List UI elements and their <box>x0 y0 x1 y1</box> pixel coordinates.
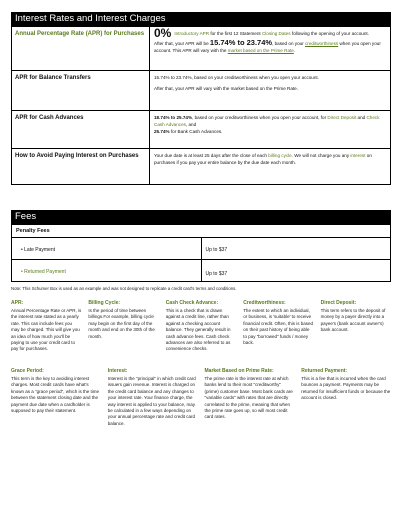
returned-payment-value: Up to $37 <box>205 271 228 277</box>
after-text-6: . <box>293 48 296 53</box>
glossary-item-apr <box>11 300 81 353</box>
closing-dates-term[interactable]: Closing Dates <box>261 31 291 36</box>
bt-line1: 15.74% to 23.74%, based on your creditworthiness when you open your account. <box>154 75 319 80</box>
glossary-item-interest <box>108 368 198 427</box>
glossary-term: Direct Deposit: <box>320 300 357 306</box>
late-payment-label: • Late Payment <box>21 247 55 253</box>
ca-text2: and <box>356 115 367 120</box>
ca-text3: , and <box>185 122 197 127</box>
glossary-term: Returned Payment: <box>301 368 348 374</box>
glossary-definition: Annual Percentage Rate or APR, is the interest rate stated as a yearly rate. This can include fees you may be charged. This will give you an idea of how much you'll be paying to use your credit card to pay for purchases. <box>11 308 82 352</box>
glossary-item-creditworthiness <box>243 300 313 353</box>
apr-purchases-value <box>150 27 391 71</box>
rates-section-title: Interest Rates and Interest Charges <box>11 12 391 26</box>
apr-balance-transfers-label: APR for Balance Transfers <box>12 71 150 111</box>
table-row <box>12 260 391 282</box>
glossary-term: Interest: <box>107 368 128 374</box>
glossary-term: Billing Cycle: <box>88 300 121 306</box>
apr-balance-transfers-value <box>150 71 391 111</box>
glossary-term: Market Based on Prime Rate: <box>204 368 274 374</box>
after-text-2: , based on your <box>272 41 305 46</box>
glossary-term: Grace Period: <box>11 368 44 374</box>
glossary-definition: This term refers to the deposit of money by a payer directly into a payee's (bank account owner's) bank account. <box>320 308 386 333</box>
ai-text2: . We will not charge you any <box>291 153 351 158</box>
rates-table <box>11 26 391 185</box>
glossary-term: Cash Check Advance: <box>165 300 219 306</box>
avoid-interest-value <box>150 149 391 185</box>
avoid-interest-label: How to Avoid Paying Interest on Purchases <box>12 149 150 185</box>
table-row <box>12 225 391 238</box>
prime-rate-link[interactable]: market based on the Prime Rate <box>227 48 294 53</box>
after-text-4: when you open your account. This APR will vary with the <box>154 41 381 53</box>
late-payment-value-cell <box>201 238 391 260</box>
glossary-definition: This is a fee that is incurred when the card bounces a payment. Payments may be returned for insufficient funds or because the account is closed. <box>301 376 391 401</box>
late-payment-value: Up to $37 <box>205 247 228 253</box>
glossary-item-grace-period <box>11 368 101 427</box>
glossary-row-2 <box>11 368 391 427</box>
intro-apr-term[interactable]: Introductory APR <box>174 31 210 36</box>
glossary-definition: This term is the key to avoiding interest charges. Most credit cards have what's known as a "grace period", which is the time between the statement closing date and the payment due date when a cardholder is supposed to pay their statement. <box>11 376 99 414</box>
intro-rate: 0% <box>154 26 172 40</box>
returned-payment-label[interactable]: • Returned Payment <box>21 269 66 275</box>
intro-text: for the first 12 Statement <box>209 31 262 36</box>
check-cash-advances-term[interactable]: Check Cash Advances <box>154 115 380 127</box>
glossary-definition: The extent to which an individual, or business, is 'suitable' to receive financial credit. Often, this is based on their past history of being able to pay "borrowed" funds / money back. <box>243 308 313 346</box>
glossary-term: Creditworthiness: <box>243 300 286 306</box>
apr-cash-advances-value <box>150 111 391 149</box>
fees-section-title: Fees <box>11 210 391 224</box>
returned-payment-cell <box>12 260 202 282</box>
apr-cash-advances-label: APR for Cash Advances <box>12 111 150 149</box>
disclaimer-note: Note: This Schumer Box is used as an example and was not designed to replicate a credit card's terms and conditions. <box>11 286 237 291</box>
table-row <box>12 27 391 71</box>
ca-range: 18.74% to 25.74% <box>154 115 193 120</box>
glossary-item-returned-payment <box>301 368 391 427</box>
glossary-definition: Is the period of time between billings.For example, billing cycle may begin on the first day of the month and end on the 30th of the month. <box>88 308 155 339</box>
intro-text-end: following the opening of your account. <box>290 31 369 36</box>
glossary-row-1 <box>11 300 391 353</box>
creditworthiness-link[interactable]: creditworthiness <box>305 41 339 46</box>
returned-payment-value-cell <box>201 260 391 282</box>
interest-term[interactable]: interest <box>350 153 366 158</box>
ca-text1: , based on your creditworthiness when you open your account, for <box>192 115 328 120</box>
apr-purchases-label: Annual Percentage Rate (APR) for Purchases <box>12 27 150 71</box>
fees-table <box>11 224 391 282</box>
glossary-item-billing-cycle <box>88 300 158 353</box>
after-apr-range: 15.74% to 23.74% <box>209 38 273 47</box>
table-row <box>12 238 391 260</box>
billing-cycle-term[interactable]: billing cycle <box>268 153 292 158</box>
glossary-item-market-prime-rate <box>205 368 295 427</box>
ca-range2: 25.74% <box>154 129 170 134</box>
table-row <box>12 71 391 111</box>
glossary-item-direct-deposit <box>321 300 391 353</box>
direct-deposit-term[interactable]: Direct Deposit <box>327 115 357 120</box>
bt-line2: After that, your APR will vary with the market based on the Prime Rate. <box>154 86 298 91</box>
late-payment-cell <box>12 238 202 260</box>
glossary-definition: This is a check that is drawn against a credit line, rather than against a checking account balance. They generally result in cash advance fees. Cash check advances are also referred to as convenience checks. <box>165 308 231 352</box>
after-text: After that, your APR will be <box>154 41 210 46</box>
ca-text4: for Bank Cash Advances. <box>169 129 223 134</box>
table-row <box>12 111 391 149</box>
ai-text3: on purchases if you pay your entire balance by the due date each month. <box>154 153 372 165</box>
glossary-definition: The prime rate is the interest rate at which banks lend to their most "creditworthy" (prime) customer base. Most bank cards are "variable cards" with rates that are directly correlated to the prime, meaning that when the prime rate goes up, so will most credit card rates. <box>204 376 293 420</box>
glossary-term: APR: <box>11 300 24 306</box>
ai-text1: Your due date is at least 25 days after the close of each <box>154 153 269 158</box>
glossary-item-cash-check-advance <box>166 300 236 353</box>
glossary-definition: Interest is the "principal" in which credit card issuers gain revenue. Interest is charged on the credit card balance and any changes to your interest rate. Your finance charge, the way interest is applied to your balance, may be calculated in a few ways depending on your annual percentage rate and credit card balance. <box>107 376 196 426</box>
table-row <box>12 149 391 185</box>
penalty-fees-label: Penalty Fees <box>12 225 391 238</box>
